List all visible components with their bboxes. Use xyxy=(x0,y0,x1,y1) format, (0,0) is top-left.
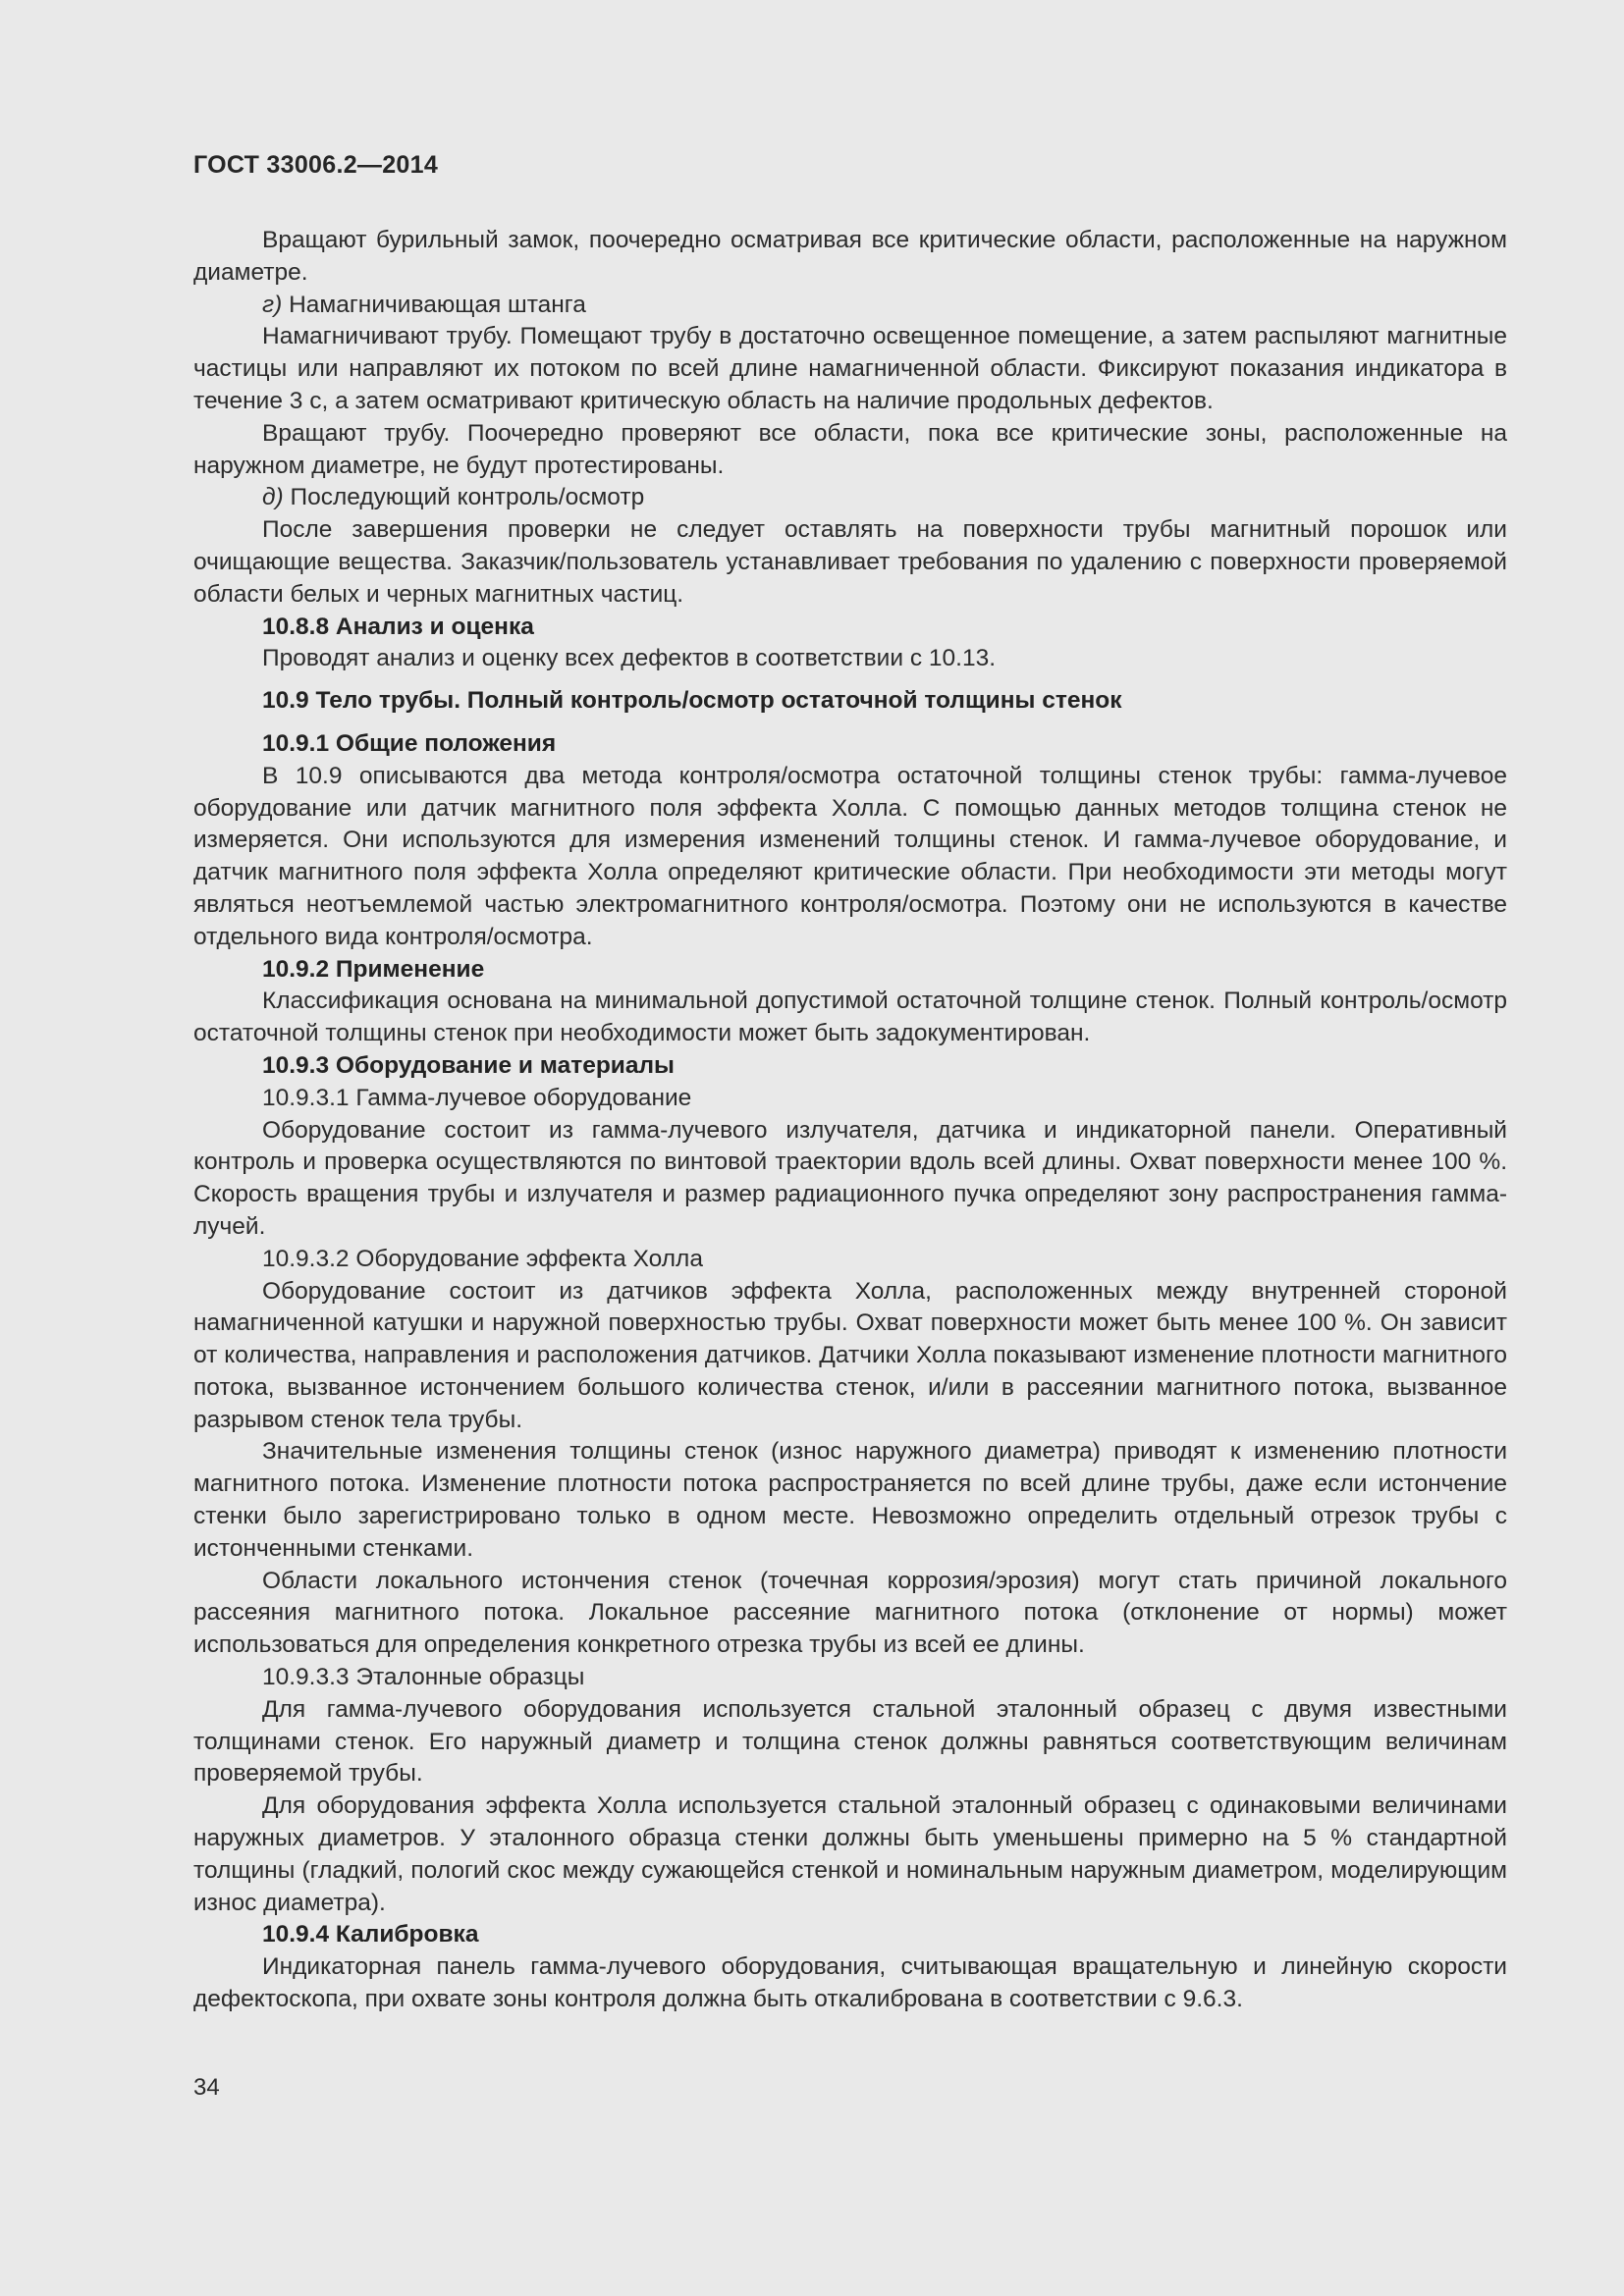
list-item-title: Намагничивающая штанга xyxy=(289,291,586,318)
page-number: 34 xyxy=(193,2074,220,2101)
paragraph: После завершения проверки не следует оставлять на поверхности трубы магнитный порошок или очищающие вещества. Заказчик/пользователь устанавливает требования по удалению с поверхности проверяемой области белых и черных магнитных частиц. xyxy=(193,516,1507,608)
paragraph: В 10.9 описываются два метода контроля/осмотра остаточной толщины стенок трубы: гамма-лучевое оборудование или датчик магнитного поля эффекта Холла. С помощью данных методов толщина стенок не измеряется. Они используются для измерения изменений толщины стенок. И гамма-лучевое оборудование, и датчик магнитного поля эффекта Холла определяют критические области. При необходимости эти методы могут являться неотъемлемой частью электромагнитного контроля/осмотра. Поэтому они не используются в качестве отдельного вида контроля/осмотра. xyxy=(193,762,1507,950)
paragraph: Индикаторная панель гамма-лучевого оборудования, считывающая вращательную и линейную скорости дефектоскопа, при охвате зоны контроля должна быть откалибрована в соответствии с 9.6.3. xyxy=(193,1953,1507,2013)
paragraph: Для оборудования эффекта Холла используется стальной эталонный образец с одинаковыми величинами наружных диаметров. У эталонного образца стенки должны быть уменьшены примерно на 5 % стандартной толщины (гладкий, пологий скос между сужающейся стенкой и номинальным наружным диаметром, моделирующим износ диаметра). xyxy=(193,1792,1507,1916)
subsection-heading: 10.8.8 Анализ и оценка xyxy=(262,613,534,640)
paragraph: Намагничивают трубу. Помещают трубу в достаточно освещенное помещение, а затем распыляют магнитные частицы или направляют их потоком по всей длине намагниченной области. Фиксируют показания индикатора в течение 3 с, а затем осматривают критическую область на наличие продольных дефектов. xyxy=(193,323,1507,414)
list-item-g xyxy=(193,290,1507,322)
subsection-heading: 10.9.3 Оборудование и материалы xyxy=(262,1051,675,1079)
document-body xyxy=(193,225,1507,2016)
paragraph: Вращают бурильный замок, поочередно осматривая все критические области, расположенные на наружном диаметре. xyxy=(193,227,1507,286)
document-header: ГОСТ 33006.2—2014 xyxy=(193,151,439,179)
list-item-title: Последующий контроль/осмотр xyxy=(290,484,645,511)
section-heading: 10.9 Тело трубы. Полный контроль/осмотр остаточной толщины стенок xyxy=(262,687,1122,715)
subsection-heading: 10.9.4 Калибровка xyxy=(262,1921,479,1949)
list-item-d xyxy=(193,482,1507,514)
paragraph: Оборудование состоит из гамма-лучевого излучателя, датчика и индикаторной панели. Оперативный контроль и проверка осуществляются по винтовой траектории вдоль всей длины. Охват поверхности менее 100 %. Скорость вращения трубы и излучателя и размер радиационного пучка определяют зону распространения гамма-лучей. xyxy=(193,1116,1507,1240)
list-marker: д) xyxy=(262,484,284,511)
paragraph: Классификация основана на минимальной допустимой остаточной толщине стенок. Полный контроль/осмотр остаточной толщины стенок при необходимости может быть задокументирован. xyxy=(193,988,1507,1047)
paragraph: Вращают трубу. Поочередно проверяют все области, пока все критические зоны, расположенные на наружном диаметре, не будут протестированы. xyxy=(193,419,1507,479)
subsection-heading: 10.9.2 Применение xyxy=(262,955,485,983)
clause-heading: 10.9.3.1 Гамма-лучевое оборудование xyxy=(262,1084,692,1111)
paragraph: Области локального истончения стенок (точечная коррозия/эрозия) могут стать причиной локального рассеяния магнитного потока. Локальное рассеяние магнитного потока (отклонение от нормы) может использоваться для определения конкретного отрезка трубы из всей ее длины. xyxy=(193,1567,1507,1659)
paragraph: Значительные изменения толщины стенок (износ наружного диаметра) приводят к изменению плотности магнитного потока. Изменение плотности потока распространяется по всей длине трубы, даже если истончение стенки было зарегистрировано только в одном месте. Невозможно определить отдельный отрезок трубы с истонченными стенками. xyxy=(193,1438,1507,1562)
clause-heading: 10.9.3.2 Оборудование эффекта Холла xyxy=(262,1245,703,1272)
paragraph: Оборудование состоит из датчиков эффекта Холла, расположенных между внутренней стороной намагниченной катушки и наружной поверхностью трубы. Охват поверхности может быть менее 100 %. Он зависит от количества, направления и расположения датчиков. Датчики Холла показывают изменение плотности магнитного потока, вызванное истончением большого количества стенок, и/или в рассеянии магнитного потока, вызванное разрывом стенок тела трубы. xyxy=(193,1277,1507,1433)
clause-heading: 10.9.3.3 Эталонные образцы xyxy=(262,1664,585,1691)
list-marker: г) xyxy=(262,291,283,318)
paragraph: Для гамма-лучевого оборудования используется стальной эталонный образец с двумя известными толщинами стенок. Его наружный диаметр и толщина стенок должны равняться соответствующим величинам проверяемой трубы. xyxy=(193,1695,1507,1788)
paragraph: Проводят анализ и оценку всех дефектов в соответствии с 10.13. xyxy=(262,645,997,672)
subsection-heading: 10.9.1 Общие положения xyxy=(262,729,557,757)
